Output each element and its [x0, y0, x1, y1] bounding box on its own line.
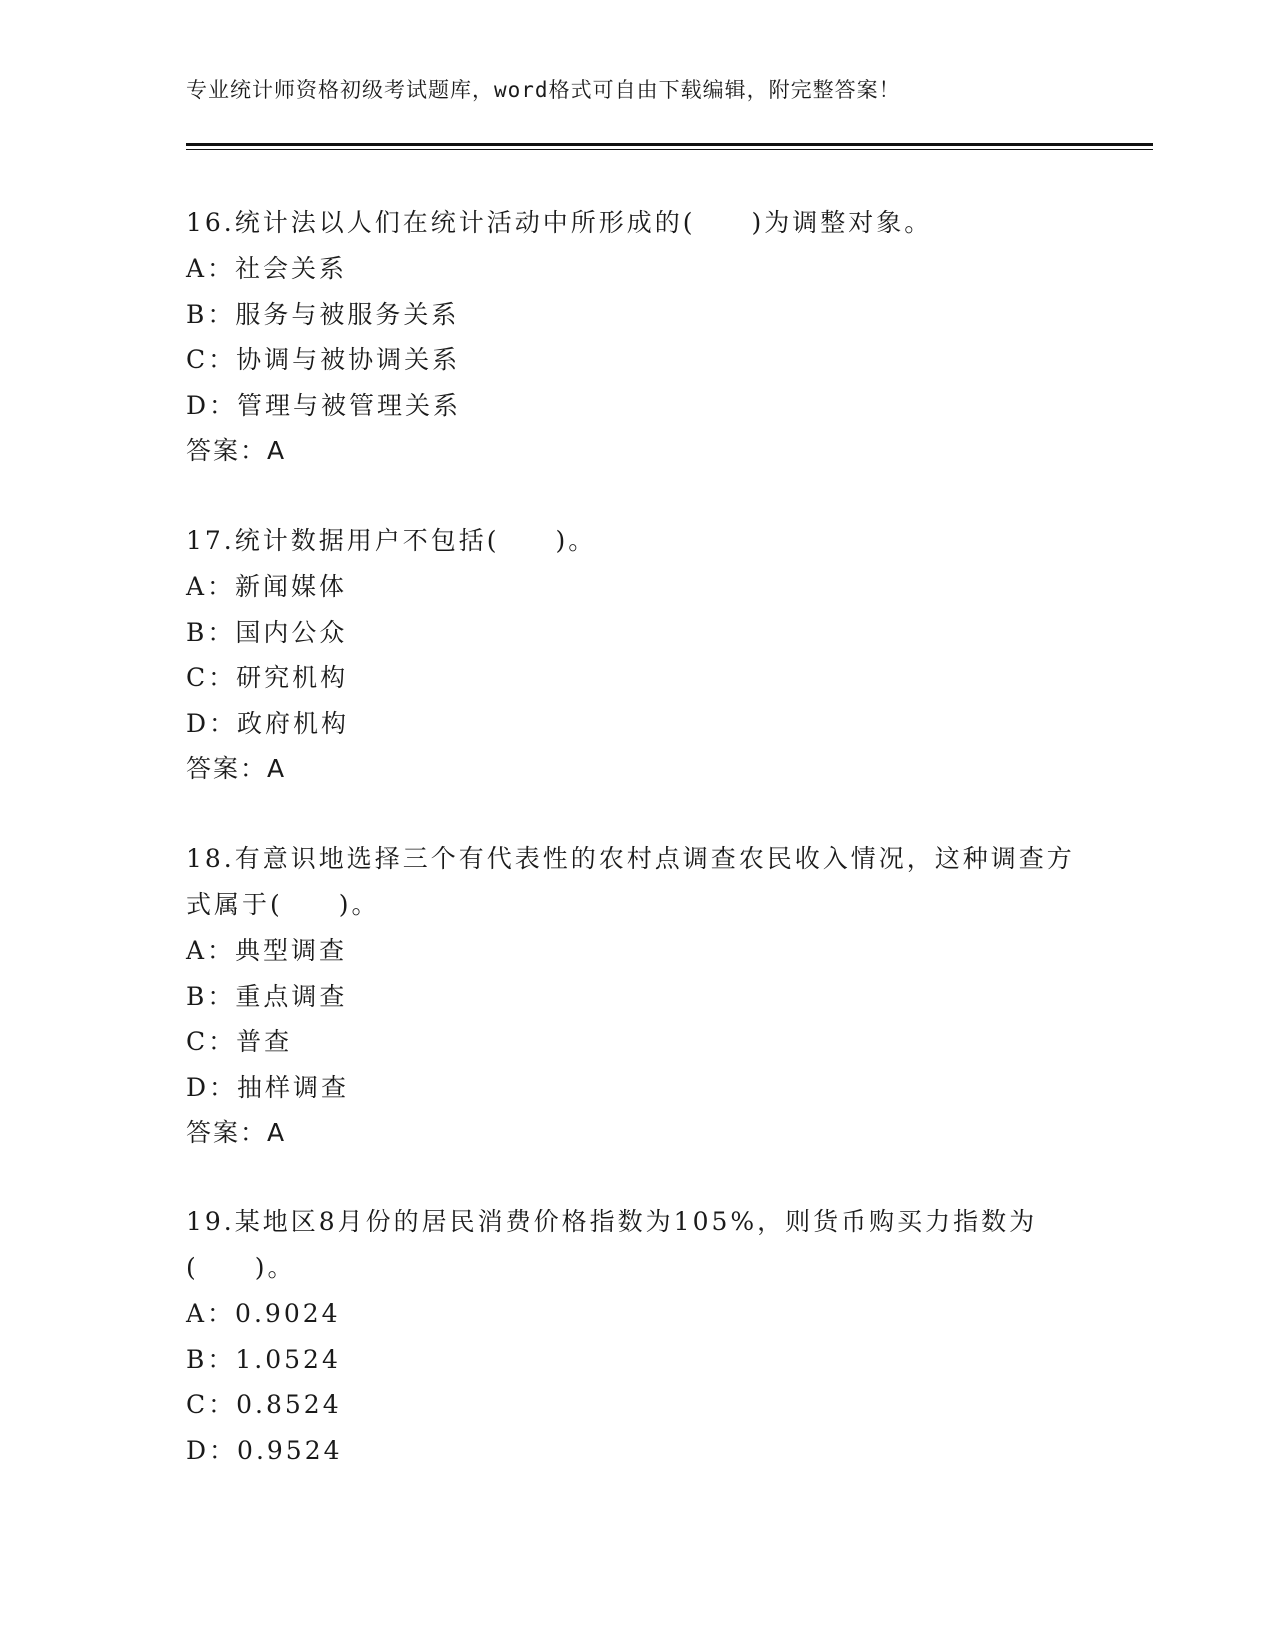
question-stem: 18.有意识地选择三个有代表性的农村点调查农民收入情况，这种调查方式属于( )。 [186, 844, 1075, 919]
option-c: C：协调与被协调关系 [186, 345, 461, 374]
option-b: B：1.0524 [186, 1344, 341, 1374]
option-b: B：国内公众 [186, 617, 348, 647]
question-stem: 16.统计法以人们在统计活动中所形成的( )为调整对象。 [186, 208, 933, 237]
answer-label: 答案：A [186, 436, 287, 465]
answer-label: 答案：A [186, 754, 287, 783]
option-d: D：0.9524 [186, 1435, 343, 1465]
option-c: C：研究机构 [186, 663, 349, 692]
question-18 [186, 836, 1086, 1156]
header-divider-thin [186, 149, 1153, 150]
question-stem: 17.统计数据用户不包括( )。 [186, 526, 597, 555]
option-d: D：管理与被管理关系 [186, 390, 462, 420]
answer-label: 答案：A [186, 1118, 287, 1147]
page-header-text: 专业统计师资格初级考试题库，word格式可自由下载编辑，附完整答案！ [186, 78, 901, 102]
header-divider-thick [186, 143, 1153, 146]
question-17 [186, 518, 1086, 792]
question-19 [186, 1199, 1086, 1473]
option-a: A：0.9024 [186, 1299, 341, 1328]
option-a: A：典型调查 [186, 936, 348, 965]
option-d: D：抽样调查 [186, 1072, 350, 1102]
question-stem: 19.某地区8月份的居民消费价格指数为105%，则货币购买力指数为( )。 [186, 1207, 1038, 1282]
option-d: D：政府机构 [186, 708, 350, 738]
option-b: B：重点调查 [186, 981, 348, 1011]
question-16 [186, 200, 1086, 474]
option-c: C：0.8524 [186, 1390, 342, 1419]
option-a: A：新闻媒体 [186, 572, 348, 601]
option-a: A：社会关系 [186, 254, 348, 283]
option-b: B：服务与被服务关系 [186, 299, 460, 329]
option-c: C：普查 [186, 1027, 293, 1056]
